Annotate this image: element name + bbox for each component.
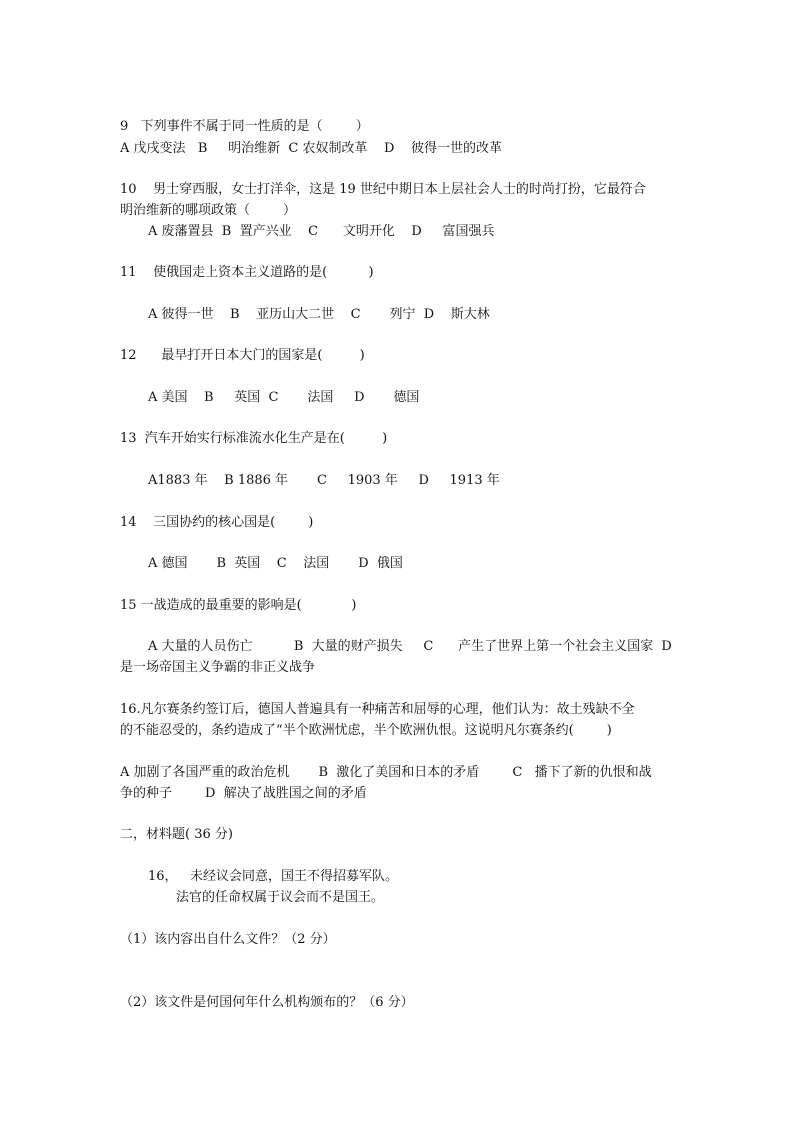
material-line2: 法官的任命权属于议会而不是国王。 xyxy=(176,890,385,905)
q16-stem-line2: 的不能忍受的，条约造成了“半个欧洲忧虑，半个欧洲仇恨。这说明凡尔赛条约( ) xyxy=(120,723,612,738)
q14-stem: 14 三国协约的核心国是( ) xyxy=(120,515,314,530)
q9-stem: 9 下列事件不属于同一性质的是（ ） xyxy=(120,119,369,134)
q9-options: A 戊戌变法 B 明治维新 C 农奴制改革 D 彼得一世的改革 xyxy=(120,141,502,156)
q11-stem: 11 使俄国走上资本主义道路的是( ) xyxy=(120,265,374,280)
q15-options-line1: A 大量的人员伤亡 B 大量的财产损失 C 产生了世界上第一个社会主义国家 D xyxy=(148,639,672,654)
q10-options: A 废藩置县 B 置产兴业 C 文明开化 D 富国强兵 xyxy=(148,224,495,239)
material-line1: 16， 未经议会同意，国王不得招募军队。 xyxy=(148,869,398,884)
sub-question-1: （1）该内容出自什么文件？（2 分） xyxy=(120,932,336,947)
q12-stem: 12 最早打开日本大门的国家是( ) xyxy=(120,348,365,363)
sub-question-2: （2）该文件是何国何年什么机构颁布的？（6 分） xyxy=(120,995,414,1010)
q14-options: A 德国 B 英国 C 法国 D 俄国 xyxy=(148,556,403,571)
q16-options-line2: 争的种子 D 解决了战胜国之间的矛盾 xyxy=(120,786,367,801)
q13-options: A1883 年 B 1886 年 C 1903 年 D 1913 年 xyxy=(148,473,500,488)
q16-stem-line1: 16.凡尔赛条约签订后，德国人普遍具有一种痛苦和屈辱的心理，他们认为：故土残缺不全 xyxy=(120,702,635,717)
q15-stem: 15 一战造成的最重要的影响是( ) xyxy=(120,598,357,613)
q13-stem: 13 汽车开始实行标准流水化生产是在( ) xyxy=(120,431,388,446)
q15-options-line2: 是一场帝国主义争霸的非正义战争 xyxy=(120,660,316,675)
q12-options: A 美国 B 英国 C 法国 D 德国 xyxy=(148,390,420,405)
q11-options: A 彼得一世 B 亚历山大二世 C 列宁 D 斯大林 xyxy=(148,307,490,322)
q10-stem-line2: 明治维新的哪项政策（ ） xyxy=(120,203,297,218)
q10-stem-line1: 10 男士穿西服，女士打洋伞，这是 19 世纪中期日本上层社会人士的时尚打扮，它最符合 xyxy=(120,182,646,197)
q16-options-line1: A 加剧了各国严重的政治危机 B 激化了美国和日本的矛盾 C 播下了新的仇恨和战 xyxy=(120,765,652,780)
section2-heading: 二，材料题( 36 分) xyxy=(120,827,233,842)
